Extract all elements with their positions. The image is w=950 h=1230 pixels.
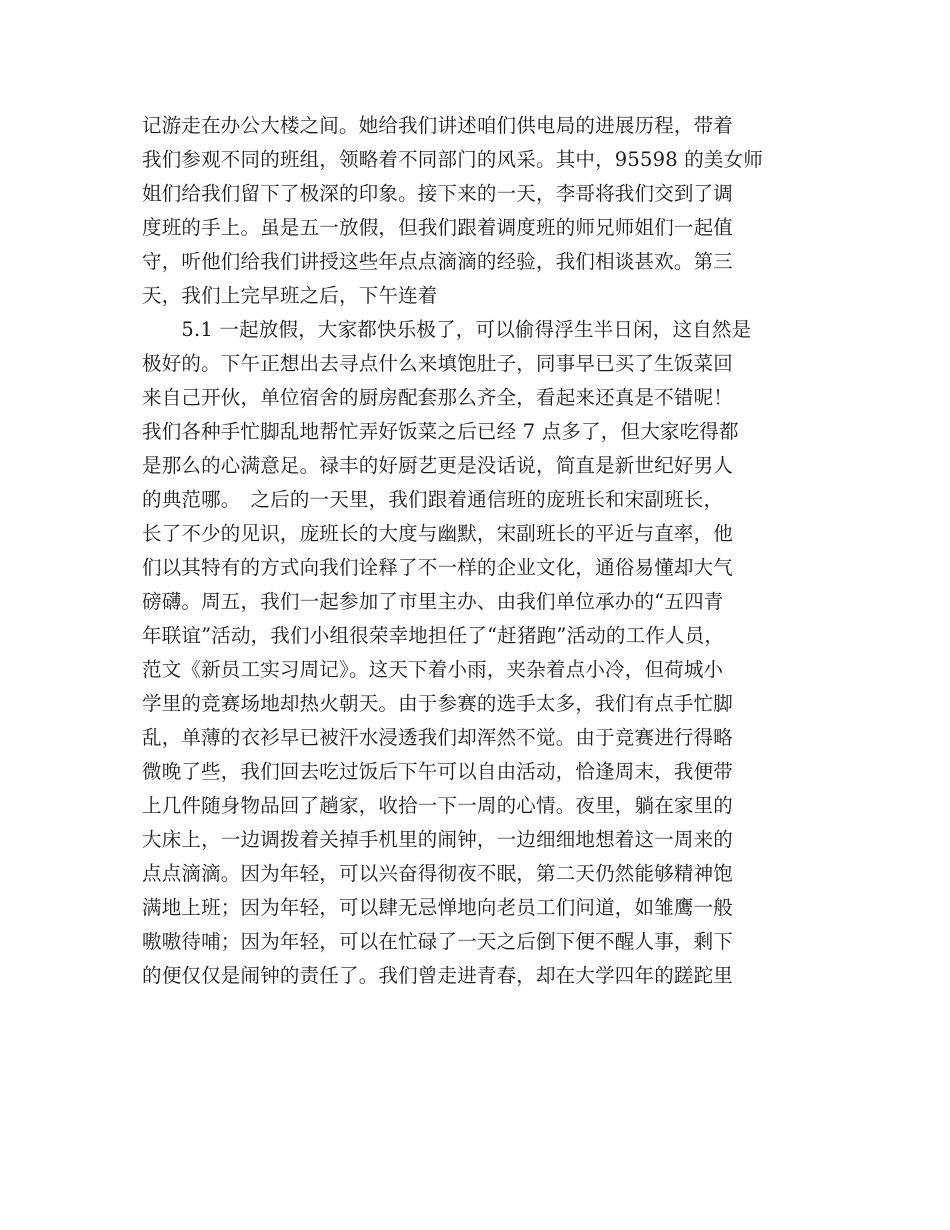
text-line: 极好的。下午正想出去寻点什么来填饱肚子，同事早已买了生饭菜回 — [142, 352, 734, 375]
text-line: 上几件随身物品回了趟家，收拾一下一周的心情。夜里，躺在家里的 — [142, 794, 734, 817]
paragraph-start-line: 5.1 一起放假，大家都快乐极了，可以偷得浮生半日闲，这自然是 — [142, 318, 752, 341]
text-line: 们以其特有的方式向我们诠释了不一样的企业文化，通俗易懂却大气 — [142, 556, 734, 579]
text-line: 我们参观不同的班组，领略着不同部门的风采。其中，95598 的美女师 — [142, 148, 764, 171]
text-line: 磅礴。周五，我们一起参加了市里主办、由我们单位承办的“五四青 — [142, 590, 724, 613]
text-line: 嗷嗷待哺；因为年轻，可以在忙碌了一天之后倒下便不醒人事，剩下 — [142, 930, 734, 953]
text-line: 天，我们上完早班之后，下午连着 — [142, 284, 438, 307]
text-line: 守，听他们给我们讲授这些年点点滴滴的经验，我们相谈甚欢。第三 — [142, 250, 734, 273]
text-line: 微晚了些，我们回去吃过饭后下午可以自由活动，恰逢周末，我便带 — [142, 760, 734, 783]
text-line: 的典范哪。 之后的一天里，我们跟着通信班的庞班长和宋副班长， — [142, 488, 724, 511]
body-text — [142, 109, 822, 993]
text-line: 来自己开伙，单位宿舍的厨房配套那么齐全，看起来还真是不错呢！ — [142, 386, 734, 409]
text-line: 的便仅仅是闹钟的责任了。我们曾走进青春，却在大学四年的蹉跎里 — [142, 964, 734, 987]
text-line: 是那么的心满意足。禄丰的好厨艺更是没话说，简直是新世纪好男人 — [142, 454, 734, 477]
text-line: 长了不少的见识，庞班长的大度与幽默，宋副班长的平近与直率，他 — [142, 522, 734, 545]
text-line: 姐们给我们留下了极深的印象。接下来的一天，李哥将我们交到了调 — [142, 182, 734, 205]
text-line: 学里的竞赛场地却热火朝天。由于参赛的选手太多，我们有点手忙脚 — [142, 692, 734, 715]
text-line: 乱，单薄的衣衫早已被汗水浸透我们却浑然不觉。由于竞赛进行得略 — [142, 726, 734, 749]
text-line: 我们各种手忙脚乱地帮忙弄好饭菜之后已经 7 点多了，但大家吃得都 — [142, 420, 739, 443]
text-line: 记游走在办公大楼之间。她给我们讲述咱们供电局的进展历程，带着 — [142, 114, 734, 137]
text-line: 满地上班；因为年轻，可以肆无忌惮地向老员工们问道，如雏鹰一般 — [142, 896, 734, 919]
text-line: 度班的手上。虽是五一放假，但我们跟着调度班的师兄师姐们一起值 — [142, 216, 734, 239]
text-line: 年联谊”活动，我们小组很荣幸地担任了“赶猪跑”活动的工作人员， — [142, 624, 725, 647]
text-line: 范文《新员工实习周记》。这天下着小雨，夹杂着点小冷，但荷城小 — [142, 658, 724, 681]
text-line: 大床上，一边调拨着关掉手机里的闹钟，一边细细地想着这一周来的 — [142, 828, 734, 851]
text-line: 点点滴滴。因为年轻，可以兴奋得彻夜不眠，第二天仍然能够精神饱 — [142, 862, 734, 885]
